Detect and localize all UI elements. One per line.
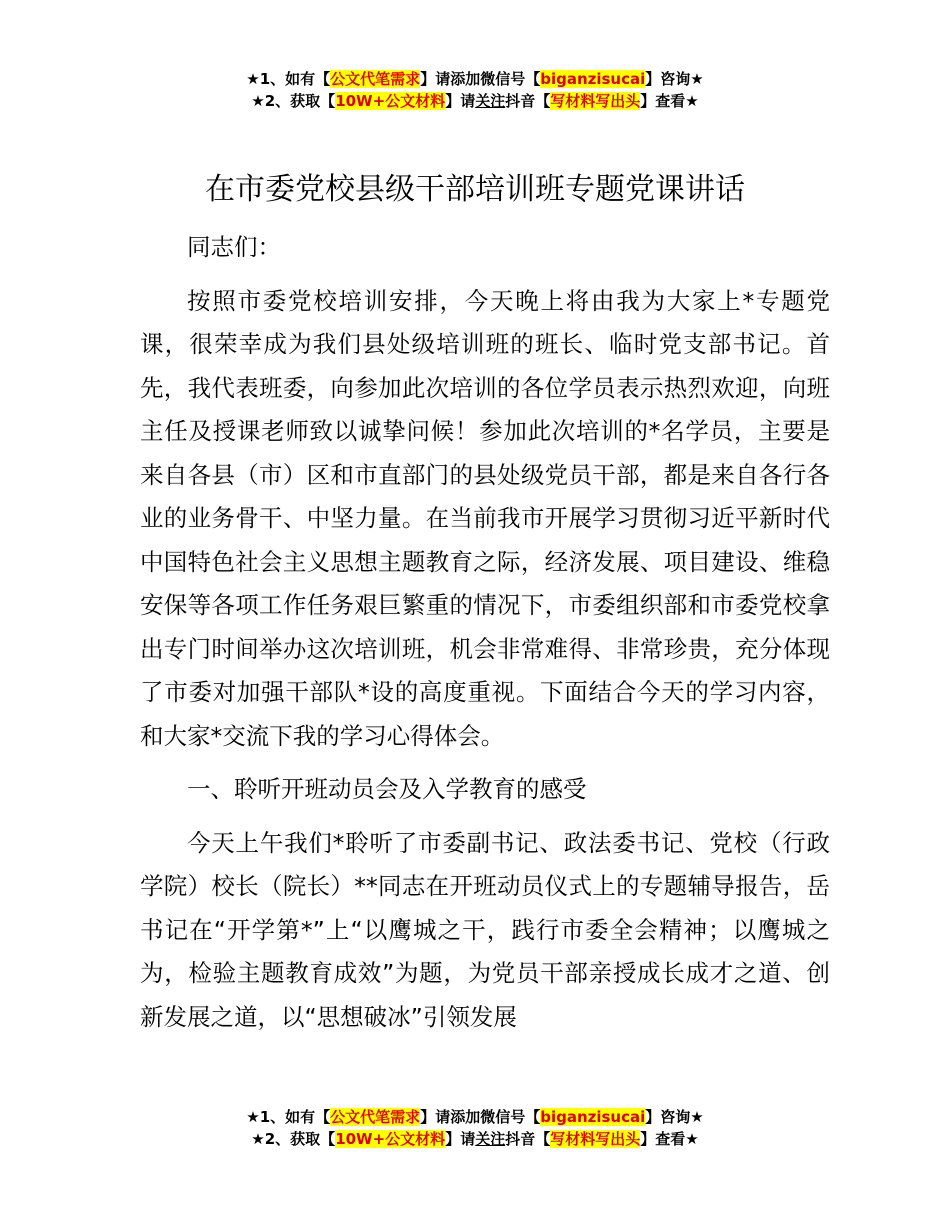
banner-highlight: 10W+公文材料 (335, 92, 446, 110)
banner-text: ★1、如有【 (246, 1108, 331, 1126)
salutation: 同志们： (187, 233, 281, 261)
banner-text: 】查看★ (640, 1130, 699, 1148)
document-title: 在市委党校县级干部培训班专题党课讲话 (205, 172, 745, 207)
banner-line-1 (0, 1106, 950, 1128)
section-heading: 一、聆听开班动员会及入学教育的感受 (187, 775, 587, 803)
banner-text: ★2、获取【 (251, 92, 336, 110)
banner-text: 抖音【 (505, 92, 551, 110)
banner-text: ★1、如有【 (246, 70, 331, 88)
banner-highlight: 公文代笔需求 (330, 70, 421, 88)
banner-text: 】请添加微信号【 (420, 1108, 541, 1126)
wechat-id-highlight: biganzisucai (540, 1108, 646, 1126)
paragraph-intro: 按照市委党校培训安排，今天晚上将由我为大家上*专题党课，很荣幸成为我们县处级培训班的班长、临时党支部书记。首先，我代表班委，向参加此次培训的各位学员表示热烈欢迎，向班主任及授课老师致以诚挚问候！参加此次培训的*名学员，主要是来自各县（市）区和市直部门的县处级党员干部，都是来自各行各业的业务骨干、中坚力量。在当前我市开展学习贯彻习近平新时代中国特色社会主义思想主题教育之际，经济发展、项目建设、维稳安保等各项工作任务艰巨繁重的情况下，市委组织部和市委党校拿出专门时间举办这次培训班，机会非常难得、非常珍贵，充分体现了市委对加强干部队*设的高度重视。下面结合今天的学习内容，和大家*交流下我的学习心得体会。 (140, 286, 830, 750)
banner-highlight: 写材料写出头 (550, 1130, 641, 1148)
paragraph-section-1: 今天上午我们*聆听了市委副书记、政法委书记、党校（行政学院）校长（院长）**同志在开班动员仪式上的专题辅导报告，岳书记在“开学第*”上“以鹰城之干，践行市委全会精神；以鹰城之为，检验主题教育成效”为题，为党员干部亲授成长成才之道、创新发展之道，以“思想破冰”引领发展 (140, 828, 830, 1031)
banner-text: 】咨询★ (645, 1108, 704, 1126)
banner-underline: 关注 (475, 1130, 506, 1148)
banner-text: 抖音【 (505, 1130, 551, 1148)
wechat-id-highlight: biganzisucai (540, 70, 646, 88)
banner-line-2 (0, 90, 950, 112)
banner-text: 】请添加微信号【 (420, 70, 541, 88)
banner-highlight: 写材料写出头 (550, 92, 641, 110)
banner-text: 】请 (445, 1130, 476, 1148)
banner-line-1 (0, 68, 950, 90)
header-banner (0, 68, 950, 112)
banner-highlight: 公文代笔需求 (330, 1108, 421, 1126)
banner-text: 】请 (445, 92, 476, 110)
banner-line-2 (0, 1128, 950, 1150)
banner-text: 】咨询★ (645, 70, 704, 88)
document-body (140, 226, 830, 1039)
banner-highlight: 10W+公文材料 (335, 1130, 446, 1148)
banner-underline: 关注 (475, 92, 506, 110)
banner-text: ★2、获取【 (251, 1130, 336, 1148)
footer-banner (0, 1106, 950, 1150)
banner-text: 】查看★ (640, 92, 699, 110)
